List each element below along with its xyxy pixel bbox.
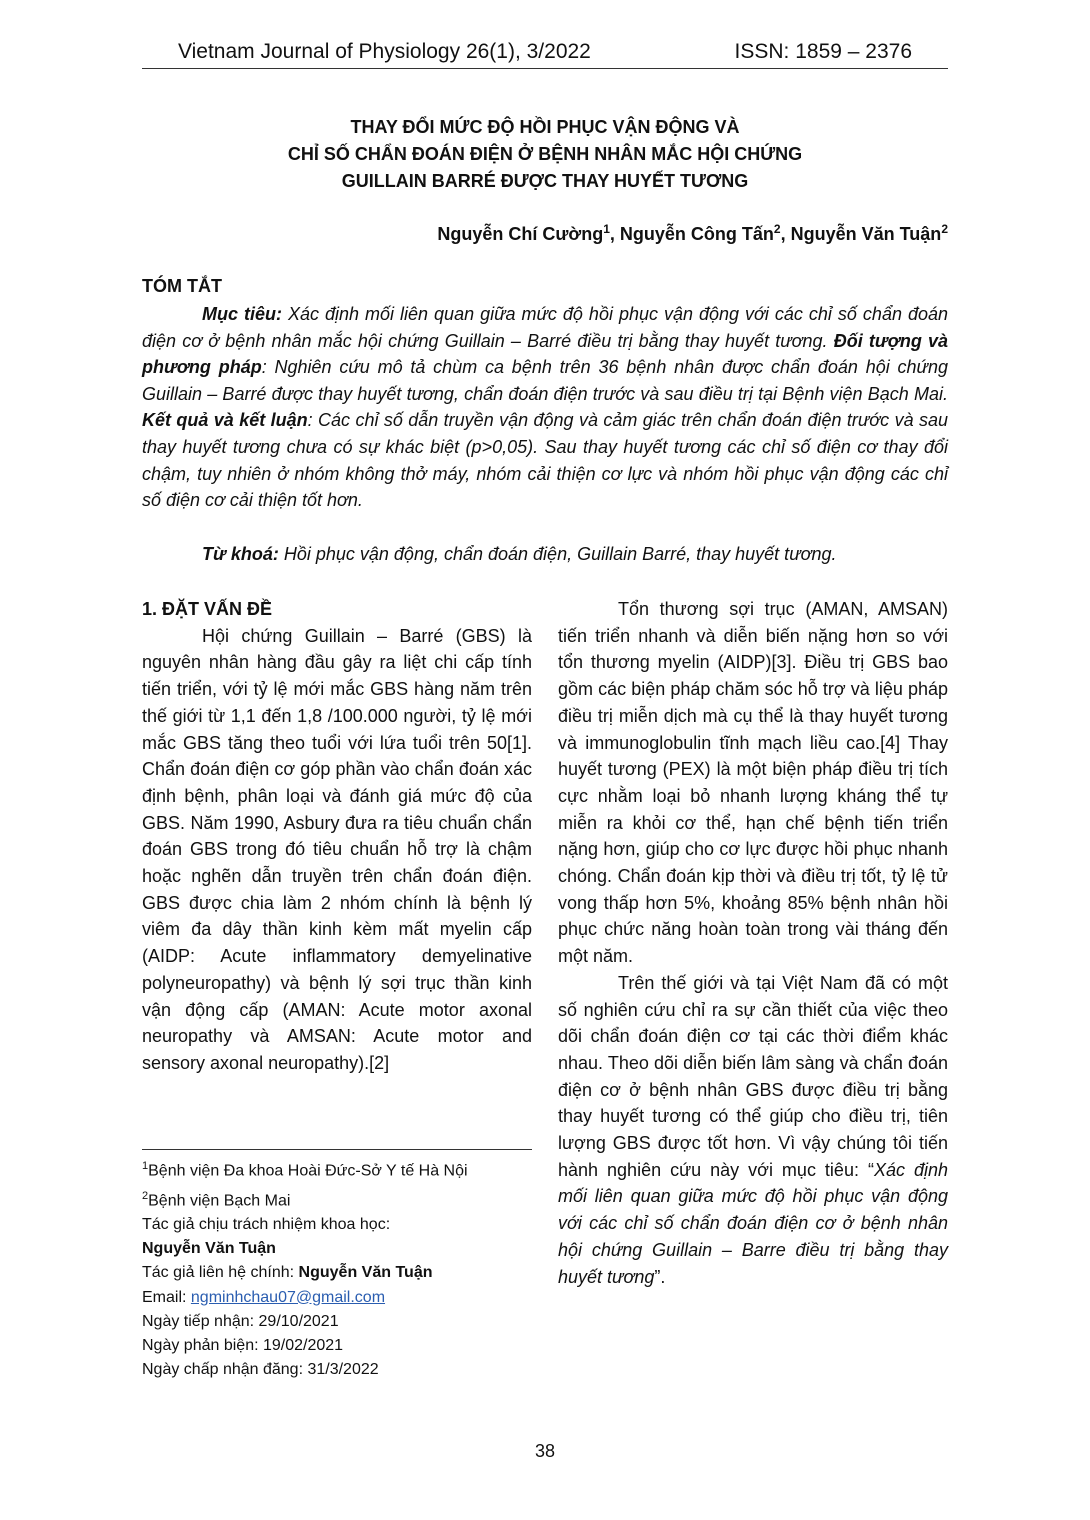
contact-name: Nguyễn Văn Tuận (298, 1264, 433, 1282)
para-end: ”. (654, 1266, 666, 1287)
results-label: Kết quả và kết luận (142, 410, 308, 431)
methods-label: Đối tượng và phương pháp (142, 330, 949, 378)
abstract-paragraph (142, 301, 948, 514)
keywords-text: Hồi phục vận động, chẩn đoán điện, Guillain Barré, thay huyết tương. (278, 544, 837, 564)
affiliation-mark: 1 (603, 222, 610, 236)
left-column (142, 596, 532, 1077)
article-title (142, 114, 948, 195)
affiliation-mark: 2 (941, 222, 948, 236)
objective-quote: Xác định mối liên quan giữa mức độ hồi phục vận động với các chỉ số chẩn đoán điện cơ ở bệnh nhân hội chứng Guillain – Barre điều trị bằng thay huyết tương (558, 1159, 948, 1287)
email-line (142, 1286, 532, 1310)
keywords (142, 541, 948, 568)
page-number: 38 (534, 1441, 556, 1461)
author-list (437, 222, 948, 245)
title-line: CHỈ SỐ CHẨN ĐOÁN ĐIỆN Ở BỆNH NHÂN MẮC HỘI CHỨNG (287, 144, 803, 164)
footnote-text: Bệnh viện Bạch Mai (148, 1191, 291, 1209)
email-link[interactable]: ngminhchau07@gmail.com (190, 1288, 386, 1306)
footnotes (142, 1149, 532, 1382)
responsible-author-label: Tác giả chịu trách nhiệm khoa học: (142, 1216, 391, 1234)
methods-text: : Nghiên cứu mô tả chùm ca bệnh trên 36 bệnh nhân được chẩn đoán hội chứng Guillain – Barré được thay huyết tương, chẩn đoán điện trước và sau điều trị tại Bệnh viện Bạch Mai. (142, 357, 948, 404)
footnote-mark: 1 (142, 1160, 149, 1172)
title-line: THAY ĐỔI MỨC ĐỘ HỒI PHỤC VẬN ĐỘNG VÀ (350, 117, 740, 137)
results-text: : Các chỉ số dẫn truyền vận động và cảm giác trên chẩn đoán điện trước và sau thay huyết tương chưa có sự khác biệt (p>0,05). Sau thay huyết tương các chỉ số điện cơ thay đổi chậm, tuy nhiên ở nhóm không thở máy, nhóm cải thiện cơ lực và nhóm hồi phục vận động các chỉ số điện cơ cải thiện tốt hơn. (142, 410, 948, 511)
body-paragraph (558, 970, 948, 1290)
running-header (142, 38, 948, 69)
affiliation-mark: 2 (773, 222, 781, 236)
received-date: Ngày tiếp nhận: 29/10/2021 (142, 1312, 339, 1330)
right-column (558, 596, 948, 1290)
objective-label: Mục tiêu: (202, 304, 282, 324)
section-heading: 1. ĐẶT VẤN ĐỀ (142, 599, 273, 619)
objective-text: Xác định mối liên quan giữa mức độ hồi phục vận động với các chỉ số chẩn đoán điện cơ ở bệnh nhân mắc hội chứng Guillain – Barré điều trị bằng thay huyết tương. (142, 304, 948, 351)
contact-label: Tác giả liên hệ chính: (142, 1264, 299, 1282)
accepted-date: Ngày chấp nhận đăng: 31/3/2022 (142, 1361, 379, 1379)
keywords-label: Từ khoá: (202, 544, 279, 564)
title-line: GUILLAIN BARRÉ ĐƯỢC THAY HUYẾT TƯƠNG (341, 171, 749, 191)
abstract-body (142, 301, 948, 514)
body-paragraph: Hội chứng Guillain – Barré (GBS) là nguyên nhân hàng đầu gây ra liệt chi cấp tính tiến triển, với tỷ lệ mới mắc GBS hàng năm trên thế giới từ 1,1 đến 1,8 /100.000 người, tỷ lệ mới mắc GBS tăng theo tuổi với lứa tuổi trên 50[1]. Chẩn đoán điện cơ góp phần vào chẩn đoán xác định bệnh, phân loại và đánh giá mức độ của GBS. Năm 1990, Asbury đưa ra tiêu chuẩn chẩn đoán GBS trong đó tiêu chuẩn hỗ trợ là chậm hoặc nghẽn dẫn truyền trên chẩn đoán điện. GBS được chia làm 2 nhóm chính là bệnh lý viêm đa dây thần kinh kèm mất myelin cấp (AIDP: Acute inflammatory demyelinative polyneuropathy) và bệnh lý sợi trục thần kinh vận động cấp (AMAN: Acute motor axonal neuropathy và AMSAN: Acute motor and sensory axonal neuropathy).[2] (142, 625, 532, 1073)
journal-name: Vietnam Journal of Physiology 26(1), 3/2022 (178, 40, 591, 63)
issn: ISSN: 1859 – 2376 (734, 40, 912, 63)
author-separator: , (780, 224, 791, 244)
footnote-text: Bệnh viện Đa khoa Hoài Đức-Sở Y tế Hà Nội (148, 1162, 468, 1180)
abstract-heading: TÓM TẮT (142, 276, 222, 296)
author-name: Nguyễn Văn Tuận (790, 224, 942, 244)
footnote-affiliation-2 (142, 1184, 532, 1214)
review-date: Ngày phản biện: 19/02/2021 (142, 1337, 344, 1355)
email-label: Email: (142, 1288, 191, 1306)
para-text: Trên thế giới và tại Việt Nam đã có một số nghiên cứu chỉ ra sự cần thiết của việc theo dõi chẩn đoán điện cơ tại các thời điểm khác nhau. Theo dõi diễn biến lâm sàng và chẩn đoán điện cơ ở bệnh nhân GBS được điều trị bằng thay huyết tương có thể giúp cho điều trị, tiên lượng GBS được tốt hơn. Vì vậy chúng tôi tiến hành nghiên cứu này với mục tiêu: “ (558, 972, 948, 1180)
author-name: Nguyễn Công Tấn (619, 224, 774, 244)
author-separator: , (609, 224, 620, 244)
author-name: Nguyễn Chí Cường (437, 224, 604, 244)
footnote-mark: 2 (142, 1189, 149, 1202)
responsible-author-name: Nguyễn Văn Tuận (142, 1240, 276, 1258)
contact-author (142, 1261, 532, 1285)
body-paragraph: Tổn thương sợi trục (AMAN, AMSAN) tiến triển nhanh và diễn biến nặng hơn so với tổn thương myelin (AIDP)[3]. Điều trị GBS bao gồm các biện pháp chăm sóc hỗ trợ và liệu pháp điều trị miễn dịch mà cụ thể là thay huyết tương và immunoglobulin tĩnh mạch liều cao.[4] Thay huyết tương (PEX) là một biện pháp điều trị tích cực nhằm loại bỏ nhanh lượng kháng thể tự miễn ra khỏi cơ thể, hạn chế bệnh tiến triển nặng hơn, giúp cho cơ lực được hồi phục nhanh chóng. Chẩn đoán kịp thời và điều trị tốt, tỷ lệ tử vong thấp hơn 5%, khoảng 85% bệnh nhân hồi phục chức năng hoàn toàn trong vài tháng đến một năm. (558, 599, 948, 967)
footnote-affiliation-1 (142, 1154, 532, 1184)
